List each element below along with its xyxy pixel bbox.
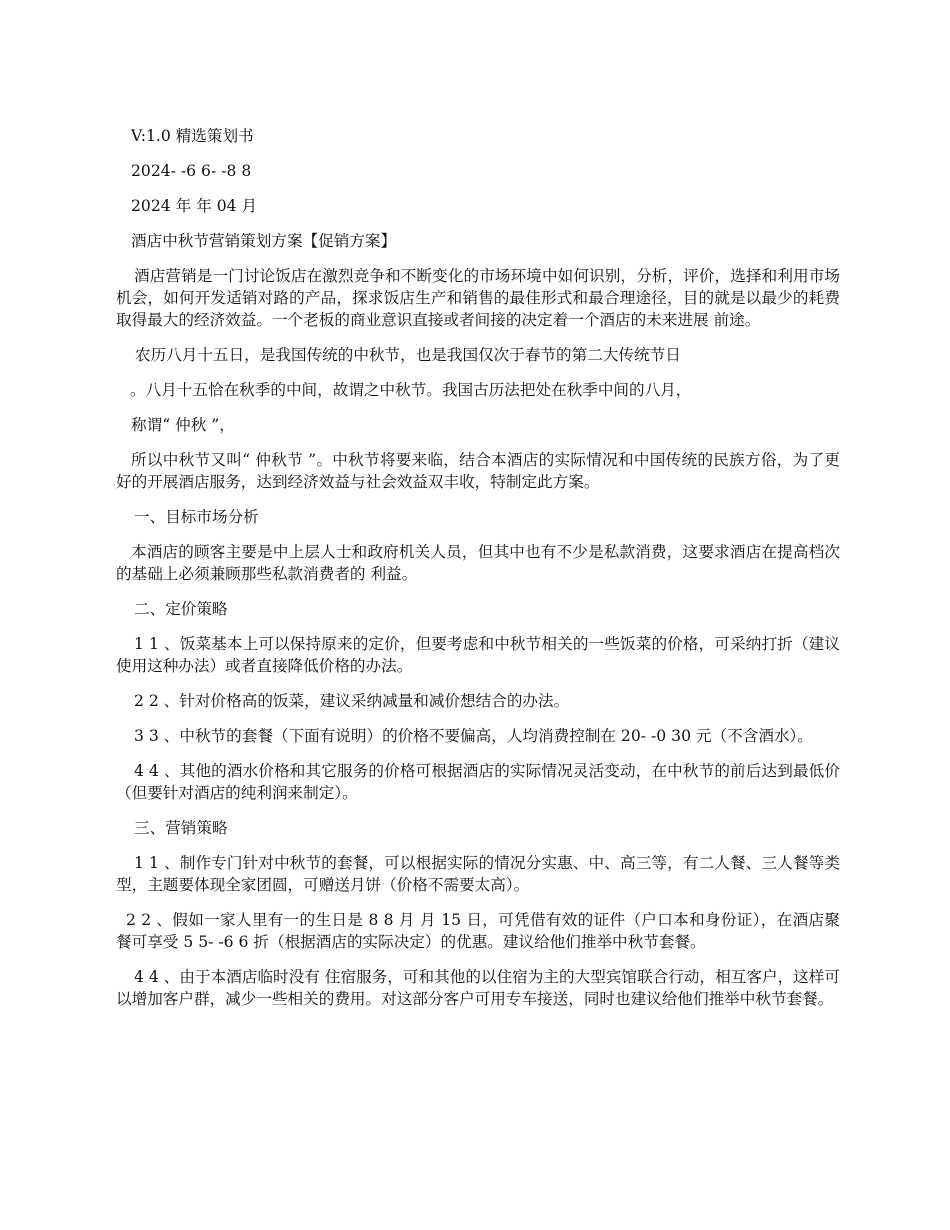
paragraph-line: 。八月十五恰在秋季的中间，故谓之中秋节。我国古历法把处在秋季中间的八月， xyxy=(130,381,692,399)
version-line: V:1.0 精选策划书 xyxy=(131,127,254,145)
section-heading: 三、营销策略 xyxy=(134,819,228,837)
paragraph-line: 农历八月十五日，是我国传统的中秋节，也是我国仅次于春节的第二大传统节日 xyxy=(135,346,681,364)
list-item: 1 1 、饭菜基本上可以保持原来的定价，但要考虑和中秋节相关的一些饭菜的价格，可采纳打折（建议使用这种办法）或者直接降低价格的办法。 xyxy=(116,635,840,675)
intro-paragraph: 酒店营销是一门讨论饭店在激烈竞争和不断变化的市场环境中如何识别，分析，评价，选择和利用市场机会，如何开发适销对路的产品，探求饭店生产和销售的最佳形式和最合理途径，目的就是以最少的耗费取得最大的经济效益。一个老板的商业意识直接或者间接的决定着一个酒店的未来进展 前途。 xyxy=(116,267,840,329)
list-item: 2 2 、针对价格高的饭菜，建议采纳减量和减价想结合的办法。 xyxy=(134,692,570,710)
list-item: 2 2 、假如一家人里有一的生日是 8 8 月 月 15 日，可凭借有效的证件（户口本和身份证），在酒店聚餐可享受 5 5- -6 6 折（根据酒店的实际决定）的优惠。建议给他们推举中秋节套餐。 xyxy=(116,911,840,951)
paragraph: 所以中秋节又叫“ 仲秋节 ”。中秋节将要来临，结合本酒店的实际情况和中国传统的民族方俗，为了更好的开展酒店服务，达到经济效益与社会效益双丰收，特制定此方案。 xyxy=(116,451,840,491)
date-line: 2024- -6 6- -8 8 xyxy=(131,162,252,180)
paragraph: 本酒店的顾客主要是中上层人士和政府机关人员，但其中也有不少是私款消费，这要求酒店在提高档次的基础上必须兼顾那些私款消费者的 利益。 xyxy=(116,543,840,583)
doc-title: 酒店中秋节营销策划方案【促销方案】 xyxy=(131,232,397,250)
list-item: 4 4 、其他的酒水价格和其它服务的价格可根据酒店的实际情况灵活变动，在中秋节的前后达到最低价（但要针对酒店的纯利润来制定）。 xyxy=(116,762,840,802)
month-line: 2024 年 年 04 月 xyxy=(131,197,258,215)
list-item: 3 3 、中秋节的套餐（下面有说明）的价格不要偏高，人均消费控制在 20- -0 30 元（不含酒水）。 xyxy=(134,727,813,745)
section-heading: 二、定价策略 xyxy=(134,600,228,618)
section-heading: 一、目标市场分析 xyxy=(134,508,259,526)
list-item: 4 4 、由于本酒店临时没有 住宿服务，可和其他的以住宿为主的大型宾馆联合行动，相互客户，这样可以增加客户群，减少一些相关的费用。对这部分客户可用专车接送，同时也建议给他们推举中秋节套餐。 xyxy=(116,968,840,1008)
list-item: 1 1 、制作专门针对中秋节的套餐，可以根据实际的情况分实惠、中、高三等，有二人餐、三人餐等类型，主题要体现全家团圆，可赠送月饼（价格不需要太高）。 xyxy=(116,854,840,894)
paragraph-line: 称谓“ 仲秋 ”， xyxy=(131,416,235,434)
